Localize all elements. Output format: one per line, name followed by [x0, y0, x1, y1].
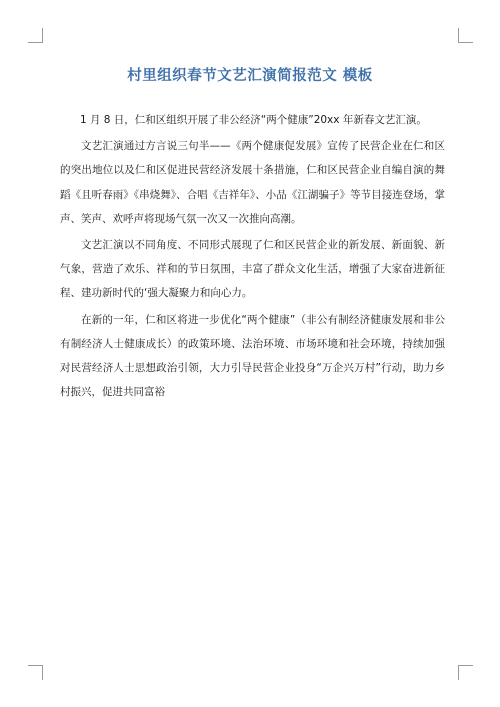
crop-mark-top-left: [28, 28, 43, 43]
document-title: 村里组织春节文艺汇演简报范文 模板: [127, 68, 373, 84]
paragraph-4: 在新的一年，仁和区将进一步优化“两个健康”（非公有制经济健康发展和非公有制经济人士健康成长）的政策环境、法治环境、市场环境和社会环境，持续加强对民营经济人士思想政治引领，大力引导民营企业投身“万企兴万村”行动，助力乡村振兴，促进共同富裕: [60, 313, 445, 399]
paragraph-1: 1 月 8 日，仁和区组织开展了非公经济“两个健康”20xx 年新春文艺汇演。: [79, 114, 427, 126]
paragraph-2: 文艺汇演通过方言说三句半——《两个健康促发展》宣传了民营企业在仁和区的突出地位以及仁和区促进民营经济发展十条措施，仁和区民营企业自编自演的舞蹈《且听春雨》《串烧舞》、合唱《吉祥年》、小品《江湖骗子》等节目接连登场，掌声、笑声、欢呼声将现场气氛一次又一次推向高潮。: [60, 140, 445, 225]
crop-mark-top-right: [458, 28, 473, 43]
document-body: [60, 108, 445, 406]
crop-mark-bottom-right: [458, 665, 473, 680]
crop-mark-bottom-left: [28, 665, 43, 680]
paragraph-3: 文艺汇演以不同角度、不同形式展现了仁和区民营企业的新发展、新面貌、新气象，营造了欢乐、祥和的节日氛围，丰富了群众文化生活，增强了大家奋进新征程、建功新时代的‘强大凝聚力和向心力。: [60, 239, 445, 300]
